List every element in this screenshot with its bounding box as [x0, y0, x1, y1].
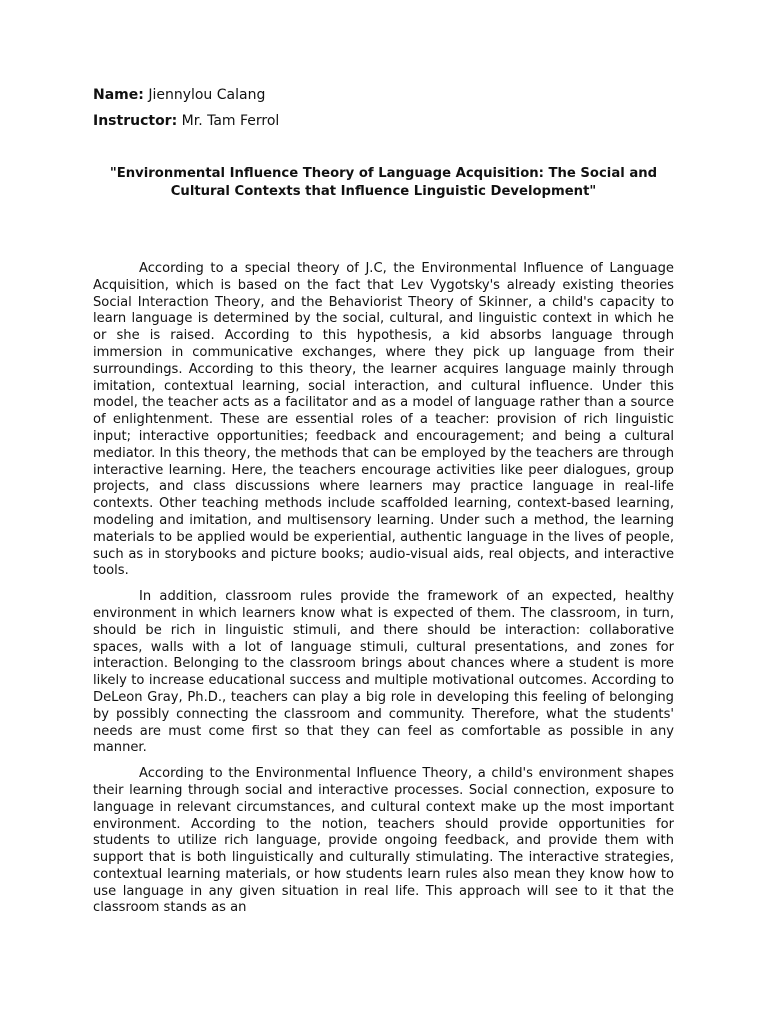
instructor-line — [93, 112, 279, 130]
paragraph-1: According to a special theory of J.C, the Environmental Influence of Language Acquisition, which is based on the fact that Lev Vygotsky's already existing theories Social Interaction Theory, and the Behaviorist Theory of Skinner, a child's capacity to learn language is determined by the social, cultural, and linguistic context in which he or she is raised. According to this hypothesis, a kid absorbs language through immersion in communicative exchanges, where they pick up language from their surroundings. According to this theory, the learner acquires language mainly through imitation, contextual learning, social interaction, and cultural influence. Under this model, the teacher acts as a facilitator and as a model of language rather than a source of enlightenment. These are essential roles of a teacher: provision of rich linguistic input; interactive opportunities; feedback and encouragement; and being a cultural mediator. In this theory, the methods that can be employed by the teachers are through interactive learning. Here, the teachers encourage activities like peer dialogues, group projects, and class discussions where learners may practice language in real-life contexts. Other teaching methods include scaffolded learning, context-based learning, modeling and imitation, and multisensory learning. Under such a method, the learning materials to be applied would be experiential, authentic language in the lives of people, such as in storybooks and picture books; audio-visual aids, real objects, and interactive tools. — [93, 261, 674, 579]
instructor-value: Mr. Tam Ferrol — [181, 113, 280, 129]
name-label: Name: — [93, 87, 144, 103]
name-value: Jiennylou Calang — [148, 87, 266, 103]
paragraph-2: In addition, classroom rules provide the framework of an expected, healthy environment in which learners know what is expected of them. The classroom, in turn, should be rich in linguistic stimuli, and there should be interaction: collaborative spaces, walls with a lot of language stimuli, cultural presentations, and zones for interaction. Belonging to the classroom brings about chances where a student is more likely to increase educational success and multiple motivational outcomes. According to DeLeon Gray, Ph.D., teachers can play a big role in developing this feeling of belonging by possibly connecting the classroom and community. Therefore, what the students' needs are must come first so that they can feel as comfortable as possible in any manner. — [93, 589, 674, 756]
student-name-line — [93, 86, 265, 104]
essay-title: "Environmental Influence Theory of Language Acquisition: The Social and Cultural Contexts that Influence Linguistic Development" — [109, 166, 658, 199]
instructor-label: Instructor: — [93, 113, 178, 129]
essay-body — [93, 261, 674, 926]
paragraph-3: According to the Environmental Influence Theory, a child's environment shapes their learning through social and interactive processes. Social connection, exposure to language in relevant circumstances, and cultural context make up the most important environment. According to the notion, teachers should provide opportunities for students to utilize rich language, provide ongoing feedback, and provide them with support that is both linguistically and culturally stimulating. The interactive strategies, contextual learning materials, or how students learn rules also mean they know how to use language in any given situation in real life. This approach will see to it that the classroom stands as an — [93, 766, 674, 916]
